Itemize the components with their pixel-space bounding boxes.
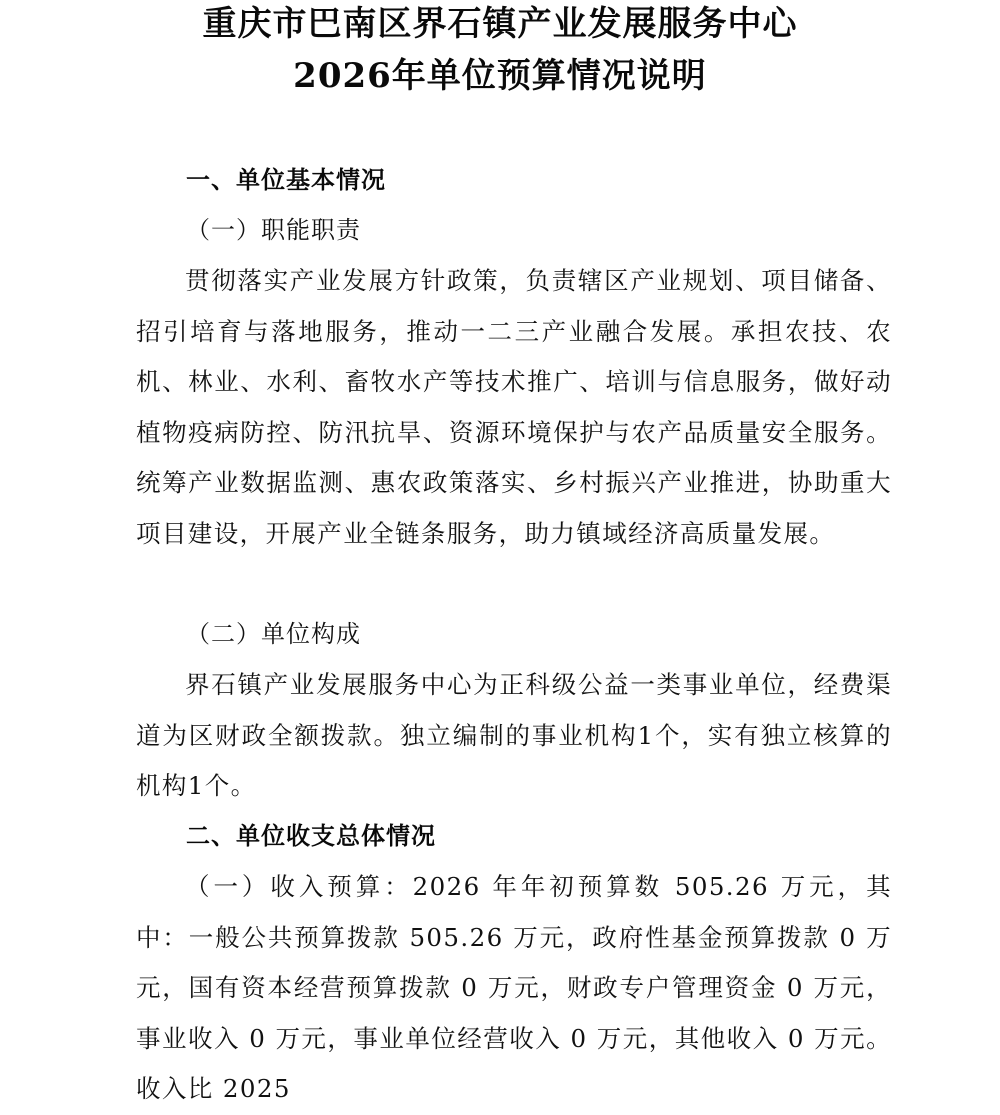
document-title-line1: 重庆市巴南区界石镇产业发展服务中心 — [202, 4, 798, 44]
section1-sub2-heading: （二）单位构成 — [186, 620, 361, 648]
section1-sub2-paragraph: 界石镇产业发展服务中心为正科级公益一类事业单位，经费渠道为区财政全额拨款。独立编制的事业机构1个，实有独立核算的机构1个。 — [136, 670, 892, 800]
section2-sub1-paragraph: （一）收入预算：2026 年年初预算数 505.26 万元，其中：一般公共预算拨款 505.26 万元，政府性基金预算拨款 0 万元，国有资本经营预算拨款 0 万元，财政专户管理资金 0 万元，事业收入 0 万元，事业单位经营收入 0 万元，其他收入 0 万元。收入比 2025 — [136, 872, 892, 1103]
section2-heading: 二、单位收支总体情况 — [186, 822, 436, 850]
document-title-line2: 2026年单位预算情况说明 — [293, 56, 707, 96]
section1-sub1-heading: （一）职能职责 — [186, 216, 361, 244]
section1-sub1-paragraph: 贯彻落实产业发展方针政策，负责辖区产业规划、项目储备、招引培育与落地服务，推动一二三产业融合发展。承担农技、农机、林业、水利、畜牧水产等技术推广、培训与信息服务，做好动植物疫病防控、防汛抗旱、资源环境保护与农产品质量安全服务。统筹产业数据监测、惠农政策落实、乡村振兴产业推进，协助重大项目建设，开展产业全链条服务，助力镇域经济高质量发展。 — [136, 266, 892, 548]
section1-heading: 一、单位基本情况 — [186, 166, 386, 194]
